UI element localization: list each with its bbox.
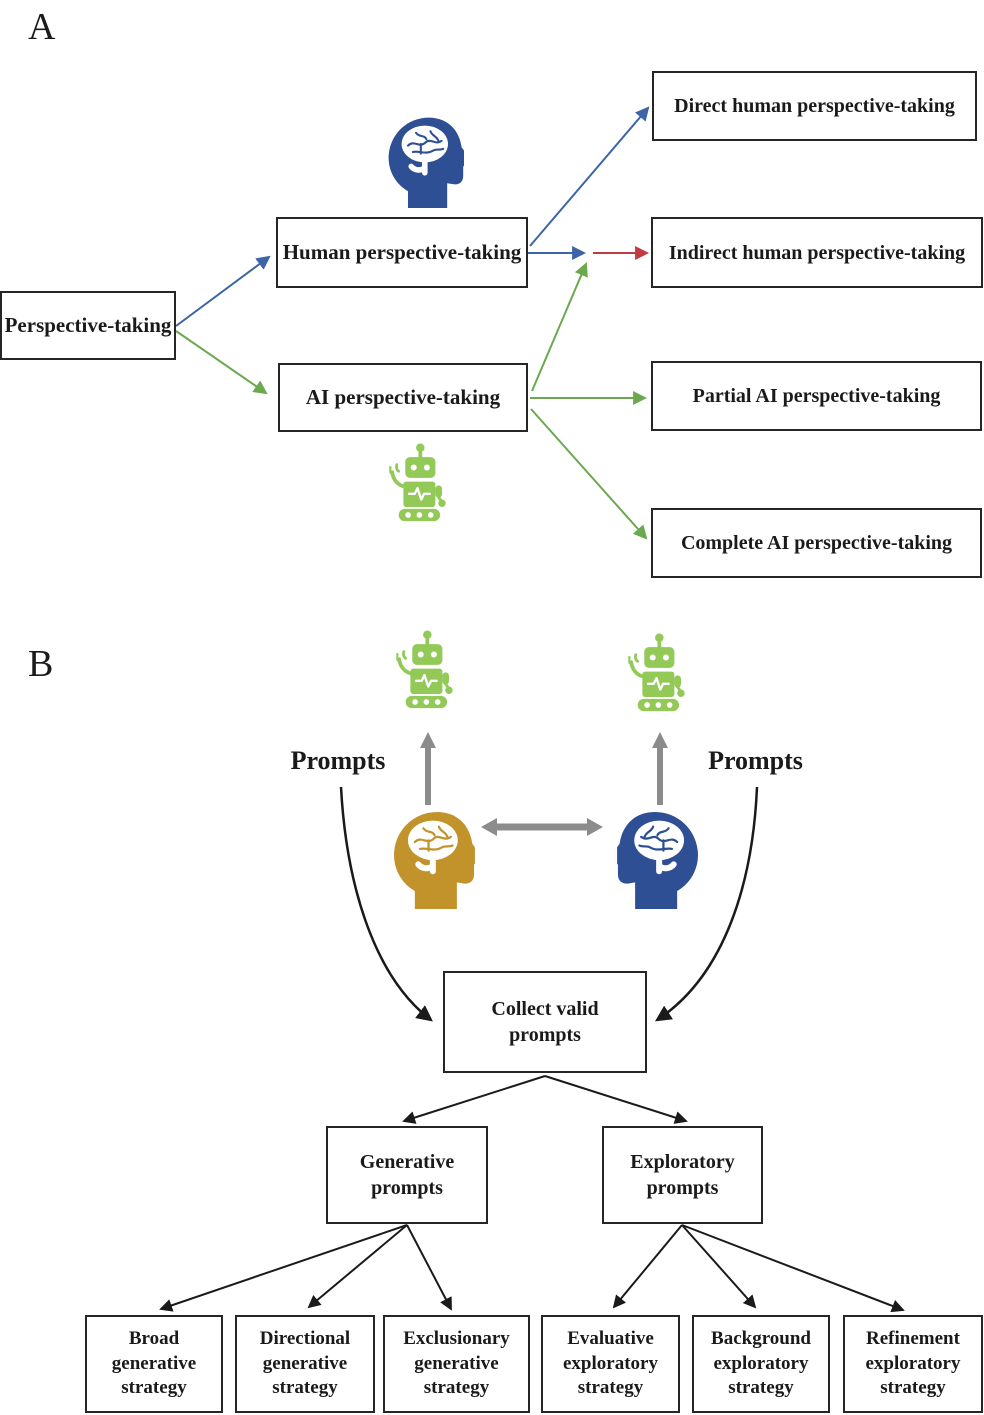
node-direct-human: Direct human perspective-taking	[652, 71, 977, 141]
node-exclusionary-generative-strategy: Exclusionary generative strategy	[383, 1315, 530, 1413]
node-human-perspective-taking: Human perspective-taking	[276, 217, 528, 288]
up-arrow-icon	[652, 732, 668, 805]
prompts-label-right: Prompts	[708, 746, 803, 775]
arrow-root-to-human	[176, 257, 269, 326]
arrow-generative-to-directional	[309, 1225, 407, 1307]
double-headed-arrow-icon	[481, 818, 603, 836]
node-collect-valid-prompts: Collect valid prompts	[443, 971, 647, 1073]
robot-icon	[389, 443, 446, 523]
arrow-exploratory-to-evaluative	[614, 1225, 682, 1307]
robot-icon	[628, 633, 685, 713]
node-background-exploratory-strategy: Background exploratory strategy	[692, 1315, 830, 1413]
node-perspective-taking: Perspective-taking	[0, 291, 176, 360]
node-evaluative-exploratory-strategy: Evaluative exploratory strategy	[541, 1315, 680, 1413]
node-refinement-exploratory-strategy: Refinement exploratory strategy	[843, 1315, 983, 1413]
arrow-ai-to-complete	[531, 409, 646, 538]
arrow-generative-to-broad	[161, 1225, 407, 1309]
panel-a-label: A	[28, 6, 56, 48]
node-partial-ai: Partial AI perspective-taking	[651, 361, 982, 431]
arrow-collect-to-exploratory	[545, 1076, 686, 1121]
robot-icon	[396, 630, 453, 710]
arrow-root-to-ai	[176, 331, 266, 393]
arrow-generative-to-exclusionary	[407, 1225, 451, 1309]
arrow-ai-to-junction	[532, 264, 586, 391]
arrow-collect-to-generative	[404, 1076, 545, 1121]
node-directional-generative-strategy: Directional generative strategy	[235, 1315, 375, 1413]
node-ai-perspective-taking: AI perspective-taking	[278, 363, 528, 432]
arrow-human-to-direct	[530, 108, 648, 246]
brain-head-icon	[384, 112, 464, 208]
arrow-exploratory-to-background	[682, 1225, 755, 1307]
node-broad-generative-strategy: Broad generative strategy	[85, 1315, 223, 1413]
brain-head-icon	[389, 806, 475, 909]
panel-b-label: B	[28, 643, 54, 685]
arrow-exploratory-to-refinement	[682, 1225, 903, 1310]
node-generative-prompts: Generative prompts	[326, 1126, 488, 1224]
node-complete-ai: Complete AI perspective-taking	[651, 508, 982, 578]
up-arrow-icon	[420, 732, 436, 805]
prompts-label-left: Prompts	[290, 746, 386, 775]
node-exploratory-prompts: Exploratory prompts	[602, 1126, 763, 1224]
node-indirect-human: Indirect human perspective-taking	[651, 217, 983, 288]
brain-head-icon	[617, 806, 703, 909]
